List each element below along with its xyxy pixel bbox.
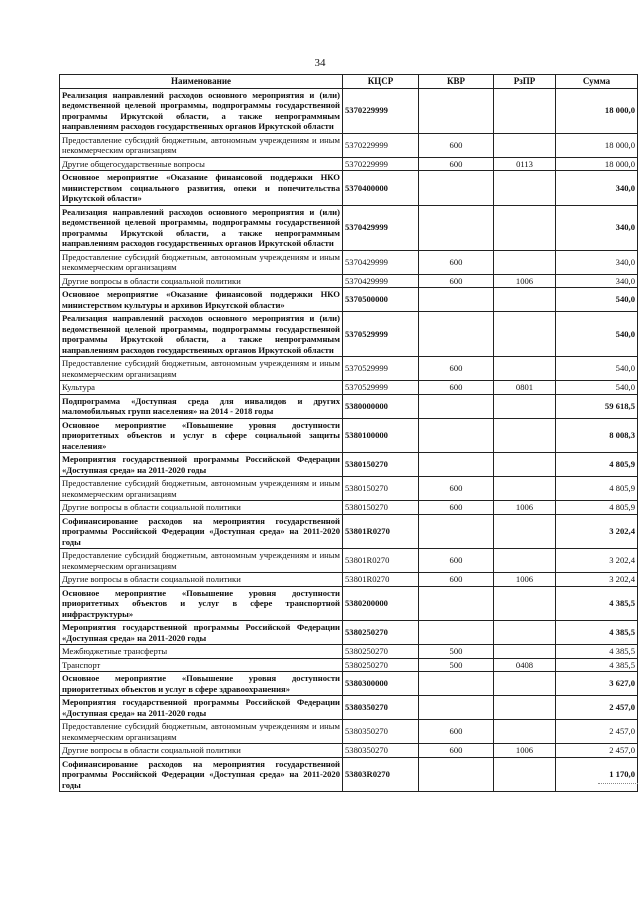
cell-kcsr: 5370529999 bbox=[343, 357, 419, 381]
cell-kvr bbox=[419, 621, 494, 645]
table-row bbox=[60, 514, 638, 549]
table-row bbox=[60, 357, 638, 381]
cell-rzpr: 0113 bbox=[494, 157, 556, 171]
cell-rzpr bbox=[494, 133, 556, 157]
cell-kvr bbox=[419, 696, 494, 720]
cell-kcsr: 5380150270 bbox=[343, 453, 419, 477]
cell-name: Основное мероприятие «Повышение уровня доступности приоритетных объектов и услуг в сфере здравоохранения» bbox=[60, 672, 343, 696]
cell-kcsr: 5370529999 bbox=[343, 381, 419, 395]
table-row bbox=[60, 586, 638, 621]
cell-kvr: 600 bbox=[419, 477, 494, 501]
cell-name: Другие вопросы в области социальной политики bbox=[60, 274, 343, 288]
cell-rzpr bbox=[494, 88, 556, 133]
cell-name: Транспорт bbox=[60, 658, 343, 672]
cell-kvr: 600 bbox=[419, 250, 494, 274]
cell-kcsr: 5380150270 bbox=[343, 501, 419, 515]
cell-sum: 540,0 bbox=[556, 288, 638, 312]
cell-sum: 4 385,5 bbox=[556, 586, 638, 621]
cell-kcsr: 5370429999 bbox=[343, 250, 419, 274]
cell-kcsr: 5370400000 bbox=[343, 171, 419, 206]
cell-kvr: 600 bbox=[419, 381, 494, 395]
cell-kcsr: 53801R0270 bbox=[343, 573, 419, 587]
cell-sum: 4 805,9 bbox=[556, 477, 638, 501]
cell-kvr: 600 bbox=[419, 133, 494, 157]
cell-name: Основное мероприятие «Оказание финансовой поддержки НКО министерством социального развития, опеки и попечительства Иркутской области» bbox=[60, 171, 343, 206]
cell-sum: 2 457,0 bbox=[556, 720, 638, 744]
cell-sum: 2 457,0 bbox=[556, 696, 638, 720]
cell-kvr: 600 bbox=[419, 720, 494, 744]
cell-rzpr bbox=[494, 514, 556, 549]
cell-sum: 18 000,0 bbox=[556, 133, 638, 157]
cell-kvr bbox=[419, 418, 494, 453]
cell-name: Другие общегосударственные вопросы bbox=[60, 157, 343, 171]
cell-kvr bbox=[419, 453, 494, 477]
cell-sum: 340,0 bbox=[556, 274, 638, 288]
cell-sum: 59 618,5 bbox=[556, 394, 638, 418]
cell-name: Софинансирование расходов на мероприятия государственной программы Российской Федерации «Доступная среда» на 2011-2020 годы bbox=[60, 757, 343, 792]
cell-rzpr bbox=[494, 453, 556, 477]
header-row bbox=[60, 75, 638, 89]
cell-kvr: 600 bbox=[419, 744, 494, 758]
cell-sum: 2 457,0 bbox=[556, 744, 638, 758]
cell-name: Предоставление субсидий бюджетным, автономным учреждениям и иным некоммерческим организациям bbox=[60, 549, 343, 573]
cell-kcsr: 5380250270 bbox=[343, 621, 419, 645]
cell-sum: 3 202,4 bbox=[556, 573, 638, 587]
cell-name: Предоставление субсидий бюджетным, автономным учреждениям и иным некоммерческим организациям bbox=[60, 477, 343, 501]
cell-kcsr: 5380250270 bbox=[343, 658, 419, 672]
cell-kvr: 600 bbox=[419, 274, 494, 288]
cell-kvr: 600 bbox=[419, 157, 494, 171]
cell-rzpr: 1006 bbox=[494, 573, 556, 587]
cell-rzpr bbox=[494, 549, 556, 573]
table-row bbox=[60, 621, 638, 645]
table-row bbox=[60, 672, 638, 696]
table-row bbox=[60, 549, 638, 573]
scan-edge-mark bbox=[598, 783, 638, 786]
table-row bbox=[60, 274, 638, 288]
cell-kvr bbox=[419, 586, 494, 621]
cell-kcsr: 5380350270 bbox=[343, 744, 419, 758]
header-sum: Сумма bbox=[556, 75, 638, 89]
cell-sum: 1 170,0 bbox=[556, 757, 638, 792]
cell-sum: 340,0 bbox=[556, 171, 638, 206]
cell-rzpr bbox=[494, 757, 556, 792]
cell-name: Мероприятия государственной программы Российской Федерации «Доступная среда» на 2011-2020 годы bbox=[60, 621, 343, 645]
cell-kvr: 500 bbox=[419, 645, 494, 659]
cell-kcsr: 5380350270 bbox=[343, 696, 419, 720]
table-row bbox=[60, 573, 638, 587]
table-row bbox=[60, 453, 638, 477]
cell-name: Основное мероприятие «Повышение уровня доступности приоритетных объектов и услуг в сфере социальной защиты населения» bbox=[60, 418, 343, 453]
cell-name: Софинансирование расходов на мероприятия государственной программы Российской Федерации «Доступная среда» на 2011-2020 годы bbox=[60, 514, 343, 549]
cell-name: Основное мероприятие «Повышение уровня доступности приоритетных объектов и услуг в сфере транспортной инфраструктуры» bbox=[60, 586, 343, 621]
cell-kcsr: 5370229999 bbox=[343, 133, 419, 157]
cell-sum: 3 202,4 bbox=[556, 549, 638, 573]
cell-sum: 8 008,3 bbox=[556, 418, 638, 453]
cell-sum: 3 202,4 bbox=[556, 514, 638, 549]
cell-name: Культура bbox=[60, 381, 343, 395]
cell-sum: 540,0 bbox=[556, 381, 638, 395]
cell-name: Предоставление субсидий бюджетным, автономным учреждениям и иным некоммерческим организациям bbox=[60, 250, 343, 274]
table-row bbox=[60, 394, 638, 418]
table-row bbox=[60, 205, 638, 250]
cell-kvr bbox=[419, 394, 494, 418]
cell-rzpr bbox=[494, 250, 556, 274]
table-header bbox=[60, 75, 638, 89]
table-row bbox=[60, 288, 638, 312]
cell-kcsr: 5370229999 bbox=[343, 88, 419, 133]
table-row bbox=[60, 645, 638, 659]
cell-sum: 4 385,5 bbox=[556, 621, 638, 645]
cell-rzpr bbox=[494, 394, 556, 418]
cell-kcsr: 5370500000 bbox=[343, 288, 419, 312]
cell-rzpr: 1006 bbox=[494, 501, 556, 515]
cell-rzpr bbox=[494, 696, 556, 720]
cell-rzpr bbox=[494, 205, 556, 250]
table-row bbox=[60, 88, 638, 133]
cell-kcsr: 53801R0270 bbox=[343, 514, 419, 549]
table-row bbox=[60, 757, 638, 792]
cell-kcsr: 5380250270 bbox=[343, 645, 419, 659]
table-row bbox=[60, 501, 638, 515]
cell-kvr bbox=[419, 757, 494, 792]
cell-sum: 340,0 bbox=[556, 205, 638, 250]
cell-sum: 3 627,0 bbox=[556, 672, 638, 696]
table-row bbox=[60, 381, 638, 395]
budget-table bbox=[59, 74, 638, 792]
header-kvr: КВР bbox=[419, 75, 494, 89]
cell-name: Предоставление субсидий бюджетным, автономным учреждениям и иным некоммерческим организациям bbox=[60, 720, 343, 744]
cell-sum: 4 805,9 bbox=[556, 453, 638, 477]
cell-kcsr: 5370429999 bbox=[343, 274, 419, 288]
cell-name: Мероприятия государственной программы Российской Федерации «Доступная среда» на 2011-2020 годы bbox=[60, 453, 343, 477]
table-row bbox=[60, 720, 638, 744]
cell-sum: 4 385,5 bbox=[556, 658, 638, 672]
cell-kcsr: 5380100000 bbox=[343, 418, 419, 453]
cell-rzpr bbox=[494, 288, 556, 312]
cell-name: Реализация направлений расходов основного мероприятия и (или) ведомственной целевой программы, подпрограммы государственной программы Иркутской области, а также непрограммным направлениям расходов государственных органов Иркутской области bbox=[60, 205, 343, 250]
cell-kvr bbox=[419, 88, 494, 133]
cell-kcsr: 5380000000 bbox=[343, 394, 419, 418]
cell-sum: 18 000,0 bbox=[556, 88, 638, 133]
cell-name: Основное мероприятие «Оказание финансовой поддержки НКО министерством культуры и архивов Иркутской области» bbox=[60, 288, 343, 312]
cell-rzpr: 1006 bbox=[494, 744, 556, 758]
cell-rzpr bbox=[494, 586, 556, 621]
cell-kcsr: 5380200000 bbox=[343, 586, 419, 621]
table-row bbox=[60, 418, 638, 453]
table-row bbox=[60, 696, 638, 720]
cell-sum: 18 000,0 bbox=[556, 157, 638, 171]
table-row bbox=[60, 250, 638, 274]
cell-kvr: 600 bbox=[419, 357, 494, 381]
table-row bbox=[60, 133, 638, 157]
header-kcsr: КЦСР bbox=[343, 75, 419, 89]
cell-kvr: 600 bbox=[419, 549, 494, 573]
cell-rzpr bbox=[494, 645, 556, 659]
cell-sum: 540,0 bbox=[556, 312, 638, 357]
cell-name: Подпрограмма «Доступная среда для инвалидов и других маломобильных групп населения» на 2014 - 2018 годы bbox=[60, 394, 343, 418]
cell-rzpr bbox=[494, 720, 556, 744]
cell-sum: 540,0 bbox=[556, 357, 638, 381]
cell-name: Другие вопросы в области социальной политики bbox=[60, 744, 343, 758]
header-name: Наименование bbox=[60, 75, 343, 89]
cell-kcsr: 5370429999 bbox=[343, 205, 419, 250]
table-row bbox=[60, 658, 638, 672]
table-body bbox=[60, 88, 638, 792]
cell-kvr bbox=[419, 514, 494, 549]
cell-rzpr bbox=[494, 171, 556, 206]
table-row bbox=[60, 171, 638, 206]
cell-name: Реализация направлений расходов основного мероприятия и (или) ведомственной целевой программы, подпрограммы государственной программы Иркутской области, а также непрограммным направлениям расходов государственных органов Иркутской области bbox=[60, 312, 343, 357]
cell-rzpr bbox=[494, 357, 556, 381]
table-row bbox=[60, 477, 638, 501]
cell-rzpr bbox=[494, 672, 556, 696]
cell-rzpr: 0801 bbox=[494, 381, 556, 395]
cell-kcsr: 53803R0270 bbox=[343, 757, 419, 792]
cell-name: Межбюджетные трансферты bbox=[60, 645, 343, 659]
table-row bbox=[60, 312, 638, 357]
cell-kcsr: 5380350270 bbox=[343, 720, 419, 744]
cell-name: Предоставление субсидий бюджетным, автономным учреждениям и иным некоммерческим организациям bbox=[60, 357, 343, 381]
cell-kvr: 600 bbox=[419, 501, 494, 515]
cell-name: Мероприятия государственной программы Российской Федерации «Доступная среда» на 2011-2020 годы bbox=[60, 696, 343, 720]
page-number: 34 bbox=[314, 57, 326, 69]
cell-kvr bbox=[419, 171, 494, 206]
cell-sum: 4 385,5 bbox=[556, 645, 638, 659]
cell-rzpr bbox=[494, 418, 556, 453]
table-row bbox=[60, 157, 638, 171]
cell-kcsr: 5380150270 bbox=[343, 477, 419, 501]
cell-sum: 340,0 bbox=[556, 250, 638, 274]
cell-name: Реализация направлений расходов основного мероприятия и (или) ведомственной целевой программы, подпрограммы государственной программы Иркутской области, а также непрограммным направлениям расходов государственных органов Иркутской области bbox=[60, 88, 343, 133]
cell-name: Другие вопросы в области социальной политики bbox=[60, 573, 343, 587]
cell-kvr: 600 bbox=[419, 573, 494, 587]
cell-name: Предоставление субсидий бюджетным, автономным учреждениям и иным некоммерческим организациям bbox=[60, 133, 343, 157]
cell-kcsr: 5370529999 bbox=[343, 312, 419, 357]
cell-kvr bbox=[419, 288, 494, 312]
header-rzpr: РзПР bbox=[494, 75, 556, 89]
cell-kcsr: 53801R0270 bbox=[343, 549, 419, 573]
cell-kvr bbox=[419, 205, 494, 250]
cell-kvr bbox=[419, 312, 494, 357]
cell-rzpr: 0408 bbox=[494, 658, 556, 672]
cell-name: Другие вопросы в области социальной политики bbox=[60, 501, 343, 515]
cell-rzpr bbox=[494, 312, 556, 357]
cell-sum: 4 805,9 bbox=[556, 501, 638, 515]
cell-kvr bbox=[419, 672, 494, 696]
cell-kcsr: 5370229999 bbox=[343, 157, 419, 171]
cell-kvr: 500 bbox=[419, 658, 494, 672]
cell-rzpr bbox=[494, 477, 556, 501]
cell-rzpr bbox=[494, 621, 556, 645]
cell-kcsr: 5380300000 bbox=[343, 672, 419, 696]
table-row bbox=[60, 744, 638, 758]
cell-rzpr: 1006 bbox=[494, 274, 556, 288]
